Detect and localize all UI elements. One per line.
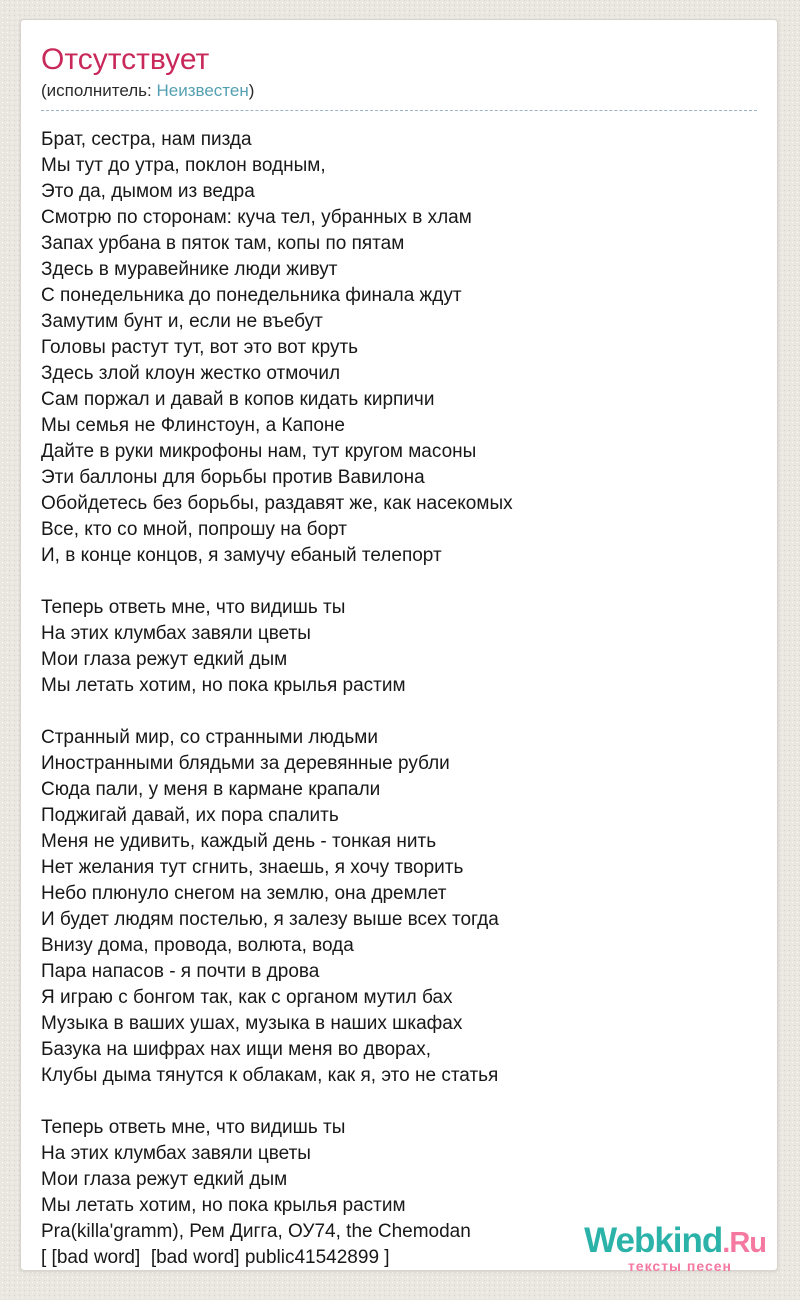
lyric-line: С понедельника до понедельника финала ждут: [41, 285, 462, 306]
lyric-line: Все, кто со мной, попрошу на борт: [41, 519, 347, 540]
lyric-line: На этих клумбах завяли цветы: [41, 1143, 311, 1164]
lyric-line: Теперь ответь мне, что видишь ты: [41, 597, 346, 618]
lyric-line: Замутим бунт и, если не въебут: [41, 311, 323, 332]
lyric-line: Музыка в ваших ушах, музыка в наших шкафах: [41, 1013, 463, 1034]
lyrics-card: [20, 19, 778, 1274]
lyric-line: Запах урбана в пяток там, копы по пятам: [41, 233, 405, 254]
lyric-line: [ [bad word] [bad word] public41542899 ]: [41, 1247, 390, 1268]
lyric-line: Теперь ответь мне, что видишь ты: [41, 1117, 346, 1138]
lyric-line: Меня не удивить, каждый день - тонкая нить: [41, 831, 437, 852]
lyric-line: Мы тут до утра, поклон водным,: [41, 155, 326, 176]
lyric-line: Головы растут тут, вот это вот круть: [41, 337, 359, 358]
lyric-line: Дайте в руки микрофоны нам, тут кругом масоны: [41, 441, 477, 462]
lyric-line: Клубы дыма тянутся к облакам, как я, это не статья: [41, 1065, 499, 1086]
lyric-line: Странный мир, со странными людьми: [41, 727, 378, 748]
lyric-line: Сам поржал и давай в копов кидать кирпичи: [41, 389, 435, 410]
logo-tagline: тексты песен: [627, 1258, 732, 1274]
song-title: Отсутствует: [41, 43, 210, 76]
webkind-logo[interactable]: [584, 1223, 766, 1273]
artist-link[interactable]: Неизвестен: [156, 81, 249, 100]
artist-label-prefix: (исполнитель:: [41, 81, 157, 100]
lyric-line: Мы летать хотим, но пока крылья растим: [41, 1195, 406, 1216]
lyric-line: Базука на шифрах нах ищи меня во дворах,: [41, 1039, 431, 1060]
lyric-line: Мы летать хотим, но пока крылья растим: [41, 675, 406, 696]
lyric-line: Мои глаза режут едкий дым: [41, 649, 288, 670]
lyric-line: Эти баллоны для борьбы против Вавилона: [41, 467, 425, 488]
artist-label-suffix: ): [248, 81, 255, 100]
lyric-line: На этих клумбах завяли цветы: [41, 623, 311, 644]
lyrics-text: [41, 127, 757, 1274]
lyric-line: Это да, дымом из ведра: [41, 181, 255, 202]
lyric-line: Небо плюнуло снегом на землю, она дремлет: [41, 883, 447, 904]
lyric-line: И, в конце концов, я замучу ебаный телепорт: [41, 545, 442, 566]
lyric-line: Пара напасов - я почти в дрова: [41, 961, 320, 982]
artist-line: [41, 81, 757, 111]
lyric-line: [41, 569, 757, 595]
lyric-line: Здесь в муравейнике люди живут: [41, 259, 338, 280]
lyric-line: Мои глаза режут едкий дым: [41, 1169, 288, 1190]
lyric-line: Нет желания тут сгнить, знаешь, я хочу творить: [41, 857, 464, 878]
lyric-line: И будет людям постелью, я залезу выше всех тогда: [41, 909, 499, 930]
lyric-line: Смотрю по сторонам: куча тел, убранных в хлам: [41, 207, 472, 228]
lyric-line: Я играю с бонгом так, как с органом мутил бах: [41, 987, 453, 1008]
lyric-line: Pra(killa'gramm), Рем Дигга, ОУ74, the Chemodan: [41, 1221, 471, 1242]
lyric-line: Здесь злой клоун жестко отмочил: [41, 363, 341, 384]
logo-ru-text: .Ru: [722, 1227, 766, 1259]
lyric-line: Внизу дома, провода, волюта, вода: [41, 935, 354, 956]
lyric-line: Поджигай давай, их пора спалить: [41, 805, 339, 826]
lyric-line: Сюда пали, у меня в кармане крапали: [41, 779, 381, 800]
lyric-line: [41, 1089, 757, 1115]
webkind-logo-wordmark: [584, 1223, 766, 1258]
logo-webkind-text: Webkind: [584, 1221, 723, 1260]
lyric-line: Иностранными блядьми за деревянные рубли: [41, 753, 450, 774]
lyric-line: Мы семья не Флинстоун, а Капоне: [41, 415, 345, 436]
lyric-line: Обойдетесь без борьбы, раздавят же, как насекомых: [41, 493, 513, 514]
lyric-line: [41, 699, 757, 725]
lyric-line: Брат, сестра, нам пизда: [41, 129, 252, 150]
